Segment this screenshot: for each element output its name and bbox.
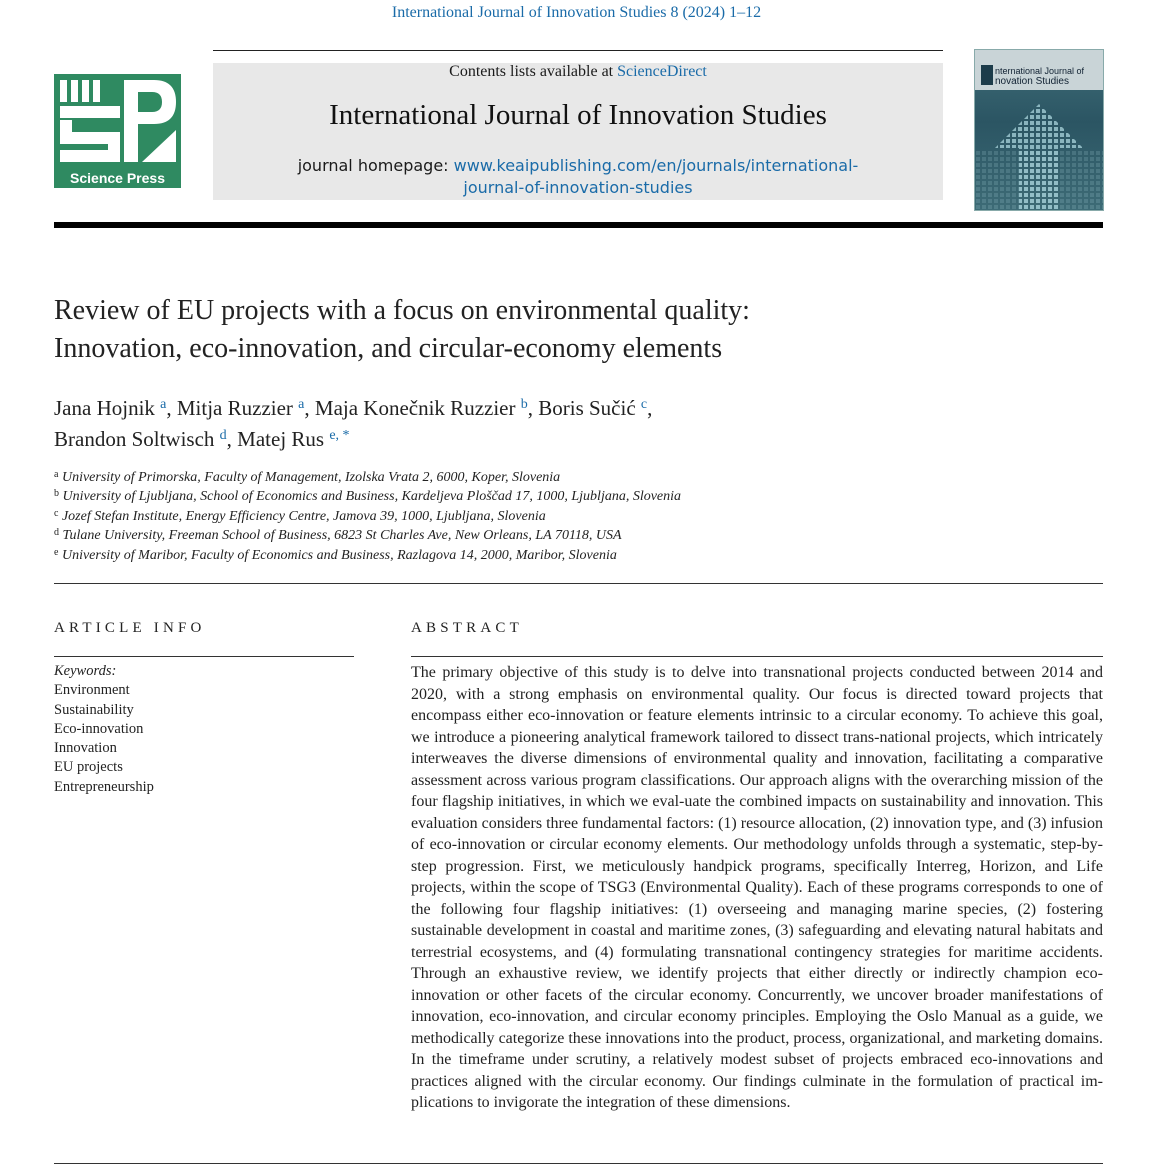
cover-arrow-icon (975, 90, 1103, 210)
journal-homepage (213, 155, 943, 199)
abstract-heading: ABSTRACT (411, 620, 523, 636)
affiliation-marker: a (54, 469, 59, 480)
author-list: Jana Hojnik $^a$, Mitja Ruzzier $^a$, Maja Konečnik Ruzzier $^b$, Boris Sučić $^c$, Brandon Soltwisch $^d$, Matej Rus $^{e, *}$ (54, 396, 653, 451)
affiliation-text: University of Primorska, Faculty of Management, Izolska Vrata 2, 6000, Koper, Slovenia (61, 470, 561, 485)
keyword-item: Eco-innovation (54, 720, 144, 737)
homepage-label: journal homepage: (297, 156, 454, 175)
page-bottom-divider (54, 1163, 1103, 1164)
contents-prefix: Contents lists available at (449, 63, 618, 80)
abstract-text: The primary objective of this study is to delve into transnational projects conducted between 2014 and 2020, with a strong emphasis on environmental quality. Our focus is directed toward projects that encompass either eco-innovation or feature elements intrinsic to a circular economy. To achieve this goal, we introduce a pioneering analytical framework tailored to dissect trans-national projects, which intricately interweaves the diverse dimensions of environmental quality and innovation, facilitating a comparative assessment across various program classifications. Our approach aligns with the overarching mission of the four flagship initiatives, in which we eval-uate the combined impacts on sustainability and innovation. This evaluation considers three fundamental factors: (1) resource allocation, (2) innovation type, and (3) infusion of eco-innovation or circular economy elements. Our methodology unfolds through a systematic, step-by-step progression. First, we meticulously handpick programs, specifically Interreg, Horizon, and Life projects, within the scope of TSG3 (Environmental Quality). Each of these programs corresponds to one of the following four flagship initiatives: (1) overseeing and managing marine species, (2) fostering sustainable development in coastal and maritime zones, (3) safeguarding and elevating natural habitats and terrestrial ecosystems, and (4) formulating transnational contingency strategies for maritime accidents. Through an exhaustive review, we identify projects that either directly or indirectly champion eco-innovation or other facets of the circular economy. Concurrently, we uncover broader manifestations of innovation, eco-innovation, and circular economy principles. Employing the Oslo Manual as a guide, we methodically categorize these innovations into the product, process, organizational, and marketing domains. In the timeframe under scrutiny, a relatively modest subset of projects embraced eco-innovations and practices aligned with the circular economy. Our findings culminate in the formulation of practical im-plications to invigorate the integration of these dimensions. (411, 664, 1103, 1111)
author-affiliation-link[interactable]: d (219, 428, 227, 443)
article-title-line2: Innovation, eco-innovation, and circular-economy elements (54, 333, 723, 364)
author-affiliation-link[interactable]: c (640, 397, 648, 412)
cover-logo-icon (981, 65, 993, 85)
affiliation-text: Jozef Stefan Institute, Energy Efficiency Centre, Jamova 39, 1000, Ljubljana, Slovenia (61, 508, 546, 524)
science-press-logo[interactable] (54, 74, 181, 188)
journal-title: International Journal of Innovation Studies (329, 99, 827, 131)
contents-line (213, 63, 943, 81)
sciencedirect-link[interactable]: ScienceDirect (617, 63, 707, 80)
keywords-block (54, 662, 344, 797)
keyword-item: Sustainability (54, 701, 134, 718)
science-press-logo-text: Science Press (70, 170, 165, 186)
affiliation-text: University of Ljubljana, School of Economics and Business, Kardeljeva Ploščad 17, 1000, Ljubljana, Slovenia (62, 489, 682, 505)
affiliation-item (54, 507, 1054, 526)
section-divider (54, 583, 1103, 584)
author-name: Mitja Ruzzier (176, 396, 293, 420)
author-affiliation-link[interactable]: a (160, 397, 167, 412)
affiliation-item (54, 526, 1054, 545)
keyword-item: EU projects (54, 759, 123, 776)
affiliation-item (54, 468, 1054, 487)
article-info-heading: ARTICLE INFO (54, 620, 206, 636)
author-name: Matej Rus (237, 427, 325, 451)
author-name: Boris Sučić (538, 396, 636, 420)
article-title (54, 292, 1054, 368)
keyword-item: Entrepreneurship (54, 778, 154, 795)
header-divider-thick (54, 222, 1103, 228)
author-affiliation-link[interactable]: e, * (329, 428, 350, 443)
homepage-link-line2[interactable]: journal-of-innovation-studies (463, 178, 693, 197)
affiliation-marker: c (54, 507, 59, 519)
homepage-link-line1[interactable]: www.keaipublishing.com/en/journals/international- (453, 156, 859, 175)
keywords-label: Keywords: (54, 663, 117, 679)
article-title-line1: Review of EU projects with a focus on environmental quality: (54, 295, 750, 326)
article-info-divider (54, 656, 354, 657)
science-press-logo-icon (54, 74, 181, 170)
keyword-item: Innovation (54, 740, 117, 757)
affiliation-marker: e (54, 546, 59, 558)
author-name: Maja Konečnik Ruzzier (314, 396, 516, 420)
abstract-divider (411, 656, 1103, 657)
affiliation-list (54, 468, 1054, 565)
author-affiliation-link[interactable]: b (520, 397, 528, 412)
affiliation-text: University of Maribor, Faculty of Economics and Business, Razlagova 14, 2000, Maribor, Slovenia (61, 547, 617, 563)
journal-header-box (213, 63, 943, 200)
affiliation-text: Tulane University, Freeman School of Business, 6823 St Charles Ave, New Orleans, LA 70118, USA (62, 528, 622, 544)
affiliation-marker: d (54, 527, 59, 539)
author-name: Brandon Soltwisch (54, 427, 215, 451)
cover-title-line1: nternational Journal of (995, 66, 1085, 76)
cover-title-line2: novation Studies (995, 76, 1069, 87)
journal-citation[interactable]: International Journal of Innovation Studies 8 (2024) 1–12 (391, 4, 762, 21)
affiliation-item (54, 487, 1054, 506)
author-affiliation-link[interactable]: a (298, 397, 305, 412)
affiliation-marker: b (54, 488, 59, 500)
header-divider-top (213, 50, 943, 51)
author-name: Jana Hojnik (54, 396, 155, 420)
journal-cover-thumbnail[interactable] (974, 49, 1104, 211)
keyword-item: Environment (54, 682, 130, 699)
affiliation-item (54, 546, 1054, 565)
